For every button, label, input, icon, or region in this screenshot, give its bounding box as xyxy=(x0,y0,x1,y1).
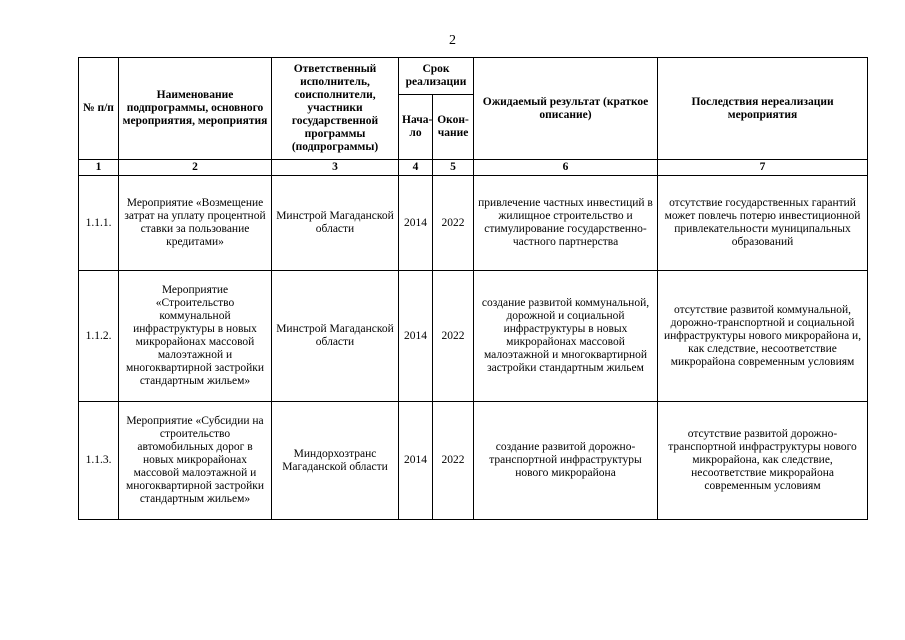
measure-name: Мероприятие «Возмещение затрат на уплату процентной ставки за пользование кредитами» xyxy=(119,176,272,271)
table-row xyxy=(79,176,868,271)
expected-result: создание развитой коммунальной, дорожной и социальной инфраструктуры в новых микрорайонах массовой малоэтажной и многоквартирной застройки стандартным жильем xyxy=(474,271,658,402)
measure-name: Мероприятие «Строительство коммунальной инфраструктуры в новых микрорайонах массовой малоэтажной и многоквартирной застройки стандартным жильем» xyxy=(119,271,272,402)
consequences: отсутствие развитой дорожно-транспортной инфраструктуры нового микрорайона, как следствие, несоответствие микрорайона современным условиям xyxy=(658,402,868,520)
column-number: 5 xyxy=(433,160,474,176)
header-consequences: Последствия нереализации мероприятия xyxy=(658,58,868,160)
expected-result: привлечение частных инвестиций в жилищное строительство и стимулирование государственно-частного партнерства xyxy=(474,176,658,271)
responsible-executor: Миндорхозтранс Магаданской области xyxy=(272,402,399,520)
column-number: 4 xyxy=(399,160,433,176)
row-number: 1.1.3. xyxy=(79,402,119,520)
consequences: отсутствие развитой коммунальной, дорожно-транспортной и социальной инфраструктуры нового микрорайона и, как следствие, несоответствие микрорайона современным условиям xyxy=(658,271,868,402)
header-responsible: Ответственный исполнитель, соисполнители, участники государственной программы (подпрограммы) xyxy=(272,58,399,160)
measure-name: Мероприятие «Субсидии на строительство автомобильных дорог в новых микрорайонах массовой малоэтажной и многоквартирной застройки стандартным жильем» xyxy=(119,402,272,520)
column-number: 2 xyxy=(119,160,272,176)
column-number: 1 xyxy=(79,160,119,176)
column-number: 6 xyxy=(474,160,658,176)
header-row-1 xyxy=(79,58,868,95)
header-name: Наименование подпрограммы, основного мероприятия, мероприятия xyxy=(119,58,272,160)
responsible-executor: Минстрой Магаданской области xyxy=(272,176,399,271)
end-year: 2022 xyxy=(433,402,474,520)
consequences: отсутствие государственных гарантий может повлечь потерю инвестиционной привлекательности муниципальных образований xyxy=(658,176,868,271)
column-number-row xyxy=(79,160,868,176)
header-result: Ожидаемый результат (краткое описание) xyxy=(474,58,658,160)
page-number: 2 xyxy=(449,33,456,48)
header-period: Срок реализации xyxy=(399,58,474,95)
table-row xyxy=(79,271,868,402)
row-number: 1.1.1. xyxy=(79,176,119,271)
end-year: 2022 xyxy=(433,271,474,402)
header-start: Нача-ло xyxy=(399,95,433,160)
start-year: 2014 xyxy=(399,271,433,402)
program-table xyxy=(78,57,868,520)
table-row xyxy=(79,402,868,520)
column-number: 7 xyxy=(658,160,868,176)
header-num: № п/п xyxy=(79,58,119,160)
end-year: 2022 xyxy=(433,176,474,271)
start-year: 2014 xyxy=(399,402,433,520)
row-number: 1.1.2. xyxy=(79,271,119,402)
expected-result: создание развитой дорожно-транспортной инфраструктуры нового микрорайона xyxy=(474,402,658,520)
start-year: 2014 xyxy=(399,176,433,271)
responsible-executor: Минстрой Магаданской области xyxy=(272,271,399,402)
header-end: Окон-чание xyxy=(433,95,474,160)
column-number: 3 xyxy=(272,160,399,176)
